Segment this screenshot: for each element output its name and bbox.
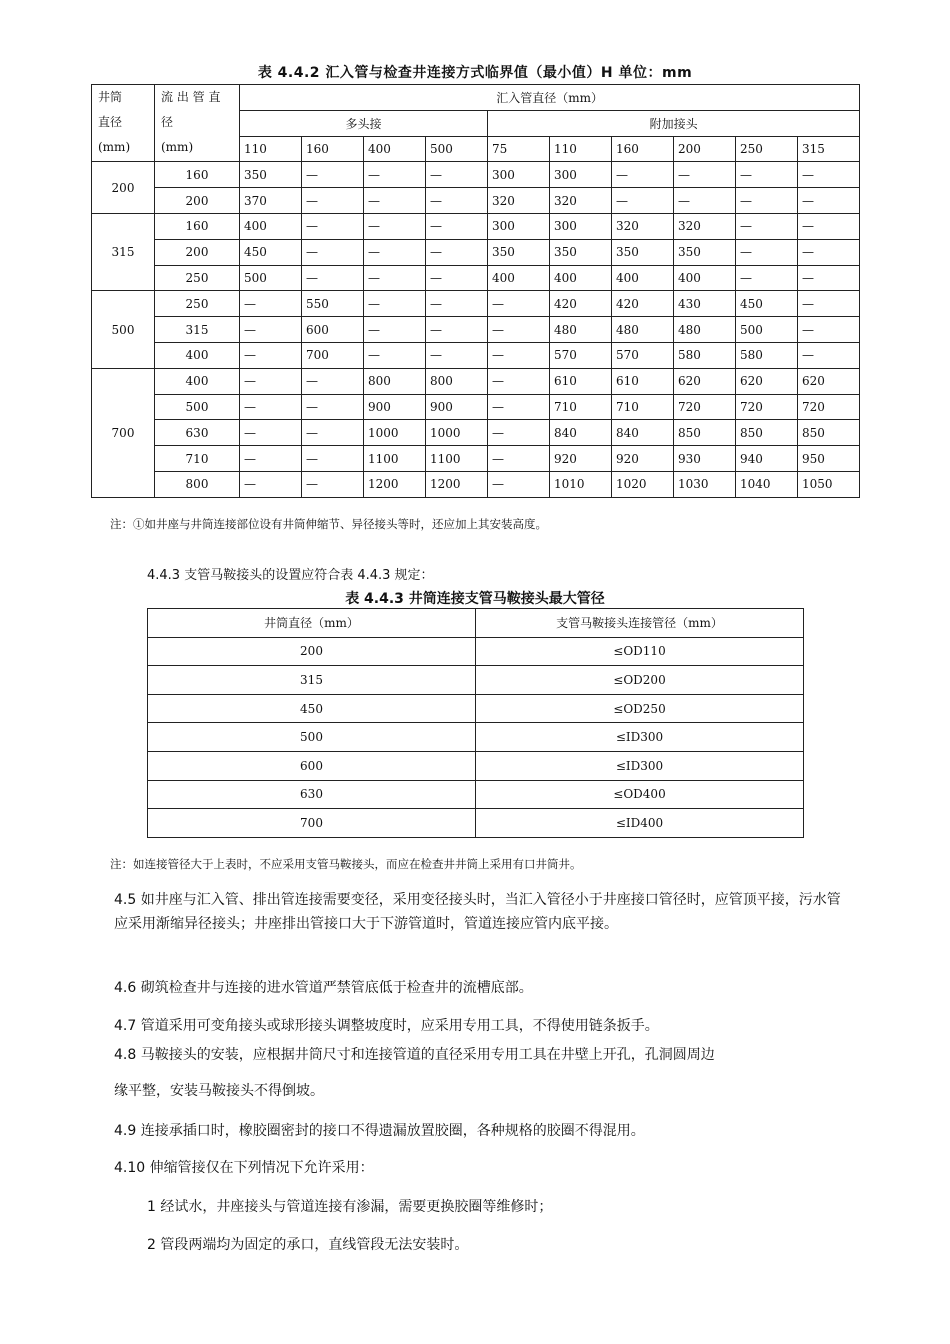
branch-diameter-cell: ≤OD200 bbox=[476, 666, 804, 695]
header-diam: 110 bbox=[550, 136, 612, 162]
table-row bbox=[148, 723, 804, 752]
value-cell: 370 bbox=[240, 188, 302, 214]
value-cell: 300 bbox=[550, 162, 612, 188]
value-cell: — bbox=[364, 342, 426, 368]
value-cell: 710 bbox=[612, 394, 674, 420]
value-cell: 450 bbox=[240, 239, 302, 265]
value-cell: — bbox=[612, 162, 674, 188]
header-inlet-diameter: 汇入管直径（mm） bbox=[240, 85, 860, 111]
value-cell: 940 bbox=[736, 446, 798, 472]
paragraph-4-7: 4.7 管道采用可变角接头或球形接头调整坡度时，应采用专用工具，不得使用链条扳手。 bbox=[114, 1018, 659, 1034]
branch-diameter-cell: ≤OD400 bbox=[476, 780, 804, 809]
value-cell: — bbox=[488, 291, 550, 317]
value-cell: 500 bbox=[240, 265, 302, 291]
value-cell: — bbox=[302, 162, 364, 188]
outlet-diameter-cell: 160 bbox=[155, 213, 240, 239]
value-cell: 600 bbox=[302, 317, 364, 343]
outlet-diameter-cell: 250 bbox=[155, 291, 240, 317]
table-row bbox=[92, 342, 860, 368]
value-cell: — bbox=[798, 239, 860, 265]
well-diameter-cell: 600 bbox=[148, 751, 476, 780]
value-cell: — bbox=[426, 213, 488, 239]
value-cell: — bbox=[364, 213, 426, 239]
column-header: 井筒直径（mm） bbox=[148, 609, 476, 638]
value-cell: — bbox=[240, 446, 302, 472]
value-cell: 1100 bbox=[426, 446, 488, 472]
paragraph-4-5: 4.5 如井座与汇入管、排出管连接需要变径，采用变径接头时，当汇入管径小于井座接口管径时，应管顶平接，污水管应采用渐缩异径接头；井座排出管接口大于下游管道时，管道连接应管内底平接。 bbox=[114, 892, 841, 932]
table-row bbox=[148, 780, 804, 809]
value-cell: — bbox=[798, 291, 860, 317]
table-row bbox=[148, 809, 804, 838]
outlet-diameter-cell: 200 bbox=[155, 239, 240, 265]
value-cell: 720 bbox=[674, 394, 736, 420]
header-diam: 75 bbox=[488, 136, 550, 162]
value-cell: 350 bbox=[612, 239, 674, 265]
value-cell: 900 bbox=[426, 394, 488, 420]
value-cell: 300 bbox=[488, 162, 550, 188]
table-row bbox=[92, 162, 860, 188]
outlet-diameter-cell: 400 bbox=[155, 342, 240, 368]
table-4-4-2-note: 注：①如井座与井筒连接部位设有井筒伸缩节、异径接头等时，还应加上其安装高度。 bbox=[110, 517, 547, 531]
value-cell: 350 bbox=[240, 162, 302, 188]
table-4-4-3 bbox=[147, 608, 804, 838]
value-cell: 550 bbox=[302, 291, 364, 317]
header-diam: 315 bbox=[798, 136, 860, 162]
value-cell: 1020 bbox=[612, 471, 674, 497]
value-cell: — bbox=[240, 342, 302, 368]
paragraph-4-6: 4.6 砌筑检查井与连接的进水管道严禁管底低于检查井的流槽底部。 bbox=[114, 980, 533, 996]
value-cell: — bbox=[488, 394, 550, 420]
value-cell: 480 bbox=[612, 317, 674, 343]
value-cell: 570 bbox=[550, 342, 612, 368]
value-cell: 920 bbox=[550, 446, 612, 472]
table-row bbox=[92, 317, 860, 343]
value-cell: — bbox=[798, 188, 860, 214]
value-cell: — bbox=[302, 420, 364, 446]
header-additional-joint: 附加接头 bbox=[488, 110, 860, 136]
paragraph-4-10-item-2: 2 管段两端均为固定的承口，直线管段无法安装时。 bbox=[147, 1237, 469, 1253]
value-cell: — bbox=[612, 188, 674, 214]
value-cell: — bbox=[488, 471, 550, 497]
value-cell: — bbox=[240, 368, 302, 394]
value-cell: 720 bbox=[736, 394, 798, 420]
value-cell: — bbox=[426, 317, 488, 343]
header-diam: 250 bbox=[736, 136, 798, 162]
value-cell: — bbox=[798, 342, 860, 368]
value-cell: 710 bbox=[550, 394, 612, 420]
value-cell: — bbox=[488, 342, 550, 368]
well-diameter-cell: 500 bbox=[92, 291, 155, 368]
outlet-diameter-cell: 250 bbox=[155, 265, 240, 291]
value-cell: — bbox=[674, 162, 736, 188]
header-diam: 400 bbox=[364, 136, 426, 162]
paragraph-4-8-line2: 缘平整，安装马鞍接头不得倒坡。 bbox=[114, 1083, 324, 1099]
value-cell: — bbox=[426, 291, 488, 317]
value-cell: 350 bbox=[674, 239, 736, 265]
value-cell: 400 bbox=[674, 265, 736, 291]
value-cell: — bbox=[798, 317, 860, 343]
table-row bbox=[92, 394, 860, 420]
value-cell: 620 bbox=[674, 368, 736, 394]
well-diameter-cell: 315 bbox=[148, 666, 476, 695]
value-cell: 400 bbox=[488, 265, 550, 291]
value-cell: 420 bbox=[550, 291, 612, 317]
value-cell: 350 bbox=[550, 239, 612, 265]
table-row bbox=[148, 694, 804, 723]
value-cell: 840 bbox=[612, 420, 674, 446]
value-cell: 1200 bbox=[426, 471, 488, 497]
outlet-diameter-cell: 315 bbox=[155, 317, 240, 343]
well-diameter-cell: 500 bbox=[148, 723, 476, 752]
paragraph-4-10: 4.10 伸缩管接仅在下列情况下允许采用： bbox=[114, 1160, 374, 1176]
value-cell: 480 bbox=[674, 317, 736, 343]
value-cell: 1050 bbox=[798, 471, 860, 497]
table-row bbox=[92, 188, 860, 214]
value-cell: 1000 bbox=[364, 420, 426, 446]
value-cell: 450 bbox=[736, 291, 798, 317]
header-diam: 160 bbox=[302, 136, 364, 162]
value-cell: 400 bbox=[550, 265, 612, 291]
value-cell: 420 bbox=[612, 291, 674, 317]
value-cell: — bbox=[240, 317, 302, 343]
value-cell: — bbox=[302, 188, 364, 214]
value-cell: 800 bbox=[364, 368, 426, 394]
value-cell: — bbox=[364, 265, 426, 291]
table-row bbox=[92, 291, 860, 317]
value-cell: 400 bbox=[240, 213, 302, 239]
branch-diameter-cell: ≤ID400 bbox=[476, 809, 804, 838]
outlet-diameter-cell: 200 bbox=[155, 188, 240, 214]
value-cell: 1040 bbox=[736, 471, 798, 497]
value-cell: — bbox=[302, 368, 364, 394]
outlet-diameter-cell: 630 bbox=[155, 420, 240, 446]
column-header: 支管马鞍接头连接管径（mm） bbox=[476, 609, 804, 638]
value-cell: 720 bbox=[798, 394, 860, 420]
well-diameter-cell: 700 bbox=[148, 809, 476, 838]
outlet-diameter-cell: 500 bbox=[155, 394, 240, 420]
value-cell: 610 bbox=[550, 368, 612, 394]
value-cell: 350 bbox=[488, 239, 550, 265]
value-cell: — bbox=[798, 213, 860, 239]
paragraph-4-8-line1: 4.8 马鞍接头的安装，应根据井筒尺寸和连接管道的直径采用专用工具在井壁上开孔，孔洞圆周边 bbox=[114, 1047, 715, 1063]
value-cell: — bbox=[240, 291, 302, 317]
value-cell: 300 bbox=[550, 213, 612, 239]
table-4-4-2 bbox=[91, 84, 860, 498]
well-diameter-cell: 630 bbox=[148, 780, 476, 809]
value-cell: — bbox=[302, 446, 364, 472]
well-diameter-cell: 450 bbox=[148, 694, 476, 723]
header-multi-joint: 多头接 bbox=[240, 110, 488, 136]
value-cell: — bbox=[240, 394, 302, 420]
value-cell: — bbox=[426, 342, 488, 368]
value-cell: 920 bbox=[612, 446, 674, 472]
clause-4-4-3: 4.4.3 支管马鞍接头的设置应符合表 4.4.3 规定： bbox=[147, 568, 434, 583]
value-cell: 840 bbox=[550, 420, 612, 446]
value-cell: 900 bbox=[364, 394, 426, 420]
outlet-diameter-cell: 160 bbox=[155, 162, 240, 188]
table-row bbox=[92, 446, 860, 472]
header-diam: 110 bbox=[240, 136, 302, 162]
value-cell: — bbox=[736, 265, 798, 291]
value-cell: — bbox=[488, 420, 550, 446]
value-cell: — bbox=[798, 162, 860, 188]
table-row bbox=[148, 637, 804, 666]
value-cell: — bbox=[302, 471, 364, 497]
value-cell: 620 bbox=[798, 368, 860, 394]
value-cell: 930 bbox=[674, 446, 736, 472]
header-diam: 200 bbox=[674, 136, 736, 162]
well-diameter-cell: 200 bbox=[148, 637, 476, 666]
value-cell: — bbox=[302, 213, 364, 239]
value-cell: — bbox=[364, 162, 426, 188]
value-cell: — bbox=[426, 239, 488, 265]
branch-diameter-cell: ≤OD250 bbox=[476, 694, 804, 723]
value-cell: — bbox=[302, 239, 364, 265]
value-cell: 430 bbox=[674, 291, 736, 317]
branch-diameter-cell: ≤OD110 bbox=[476, 637, 804, 666]
value-cell: — bbox=[364, 188, 426, 214]
value-cell: — bbox=[736, 213, 798, 239]
value-cell: — bbox=[364, 317, 426, 343]
value-cell: — bbox=[736, 239, 798, 265]
value-cell: 580 bbox=[736, 342, 798, 368]
header-well-diameter: 井筒 直径 (mm) bbox=[92, 85, 155, 162]
table-row bbox=[92, 471, 860, 497]
value-cell: 850 bbox=[798, 420, 860, 446]
value-cell: — bbox=[302, 394, 364, 420]
value-cell: 1200 bbox=[364, 471, 426, 497]
value-cell: 950 bbox=[798, 446, 860, 472]
well-diameter-cell: 315 bbox=[92, 213, 155, 290]
value-cell: 1000 bbox=[426, 420, 488, 446]
value-cell: 320 bbox=[488, 188, 550, 214]
value-cell: 400 bbox=[612, 265, 674, 291]
value-cell: — bbox=[736, 162, 798, 188]
value-cell: 1030 bbox=[674, 471, 736, 497]
value-cell: 620 bbox=[736, 368, 798, 394]
value-cell: — bbox=[488, 446, 550, 472]
value-cell: — bbox=[674, 188, 736, 214]
table-row bbox=[92, 239, 860, 265]
paragraph-4-9: 4.9 连接承插口时，橡胶圈密封的接口不得遗漏放置胶圈，各种规格的胶圈不得混用。 bbox=[114, 1123, 645, 1139]
branch-diameter-cell: ≤ID300 bbox=[476, 751, 804, 780]
outlet-diameter-cell: 800 bbox=[155, 471, 240, 497]
value-cell: 480 bbox=[550, 317, 612, 343]
value-cell: 610 bbox=[612, 368, 674, 394]
value-cell: 1010 bbox=[550, 471, 612, 497]
value-cell: — bbox=[240, 420, 302, 446]
value-cell: — bbox=[798, 265, 860, 291]
value-cell: — bbox=[488, 317, 550, 343]
table-4-4-3-title: 表 4.4.3 井筒连接支管马鞍接头最大管径 bbox=[345, 591, 605, 607]
value-cell: 500 bbox=[736, 317, 798, 343]
table-row bbox=[92, 420, 860, 446]
value-cell: 570 bbox=[612, 342, 674, 368]
value-cell: — bbox=[426, 162, 488, 188]
header-diam: 500 bbox=[426, 136, 488, 162]
header-diam: 160 bbox=[612, 136, 674, 162]
value-cell: — bbox=[302, 265, 364, 291]
table-row bbox=[92, 213, 860, 239]
value-cell: — bbox=[426, 188, 488, 214]
table-row bbox=[92, 265, 860, 291]
table-4-4-3-note: 注：如连接管径大于上表时，不应采用支管马鞍接头，而应在检查井井筒上采用有口井筒井。 bbox=[110, 857, 582, 871]
table-row bbox=[92, 368, 860, 394]
value-cell: 850 bbox=[736, 420, 798, 446]
value-cell: — bbox=[426, 265, 488, 291]
value-cell: — bbox=[364, 291, 426, 317]
value-cell: 300 bbox=[488, 213, 550, 239]
value-cell: 800 bbox=[426, 368, 488, 394]
header-outlet-diameter: 流 出 管 直 径 (mm) bbox=[155, 85, 240, 162]
value-cell: — bbox=[240, 471, 302, 497]
table-4-4-2-title: 表 4.4.2 汇入管与检查井连接方式临界值（最小值）H 单位：mm bbox=[257, 65, 693, 81]
value-cell: 320 bbox=[674, 213, 736, 239]
value-cell: 700 bbox=[302, 342, 364, 368]
value-cell: 850 bbox=[674, 420, 736, 446]
value-cell: — bbox=[364, 239, 426, 265]
well-diameter-cell: 700 bbox=[92, 368, 155, 497]
branch-diameter-cell: ≤ID300 bbox=[476, 723, 804, 752]
paragraph-4-10-item-1: 1 经试水，井座接头与管道连接有渗漏，需要更换胶圈等维修时； bbox=[147, 1199, 553, 1215]
value-cell: 320 bbox=[550, 188, 612, 214]
value-cell: 580 bbox=[674, 342, 736, 368]
well-diameter-cell: 200 bbox=[92, 162, 155, 214]
value-cell: — bbox=[736, 188, 798, 214]
table-row bbox=[148, 666, 804, 695]
table-row bbox=[148, 751, 804, 780]
outlet-diameter-cell: 400 bbox=[155, 368, 240, 394]
value-cell: 320 bbox=[612, 213, 674, 239]
value-cell: 1100 bbox=[364, 446, 426, 472]
value-cell: — bbox=[488, 368, 550, 394]
outlet-diameter-cell: 710 bbox=[155, 446, 240, 472]
